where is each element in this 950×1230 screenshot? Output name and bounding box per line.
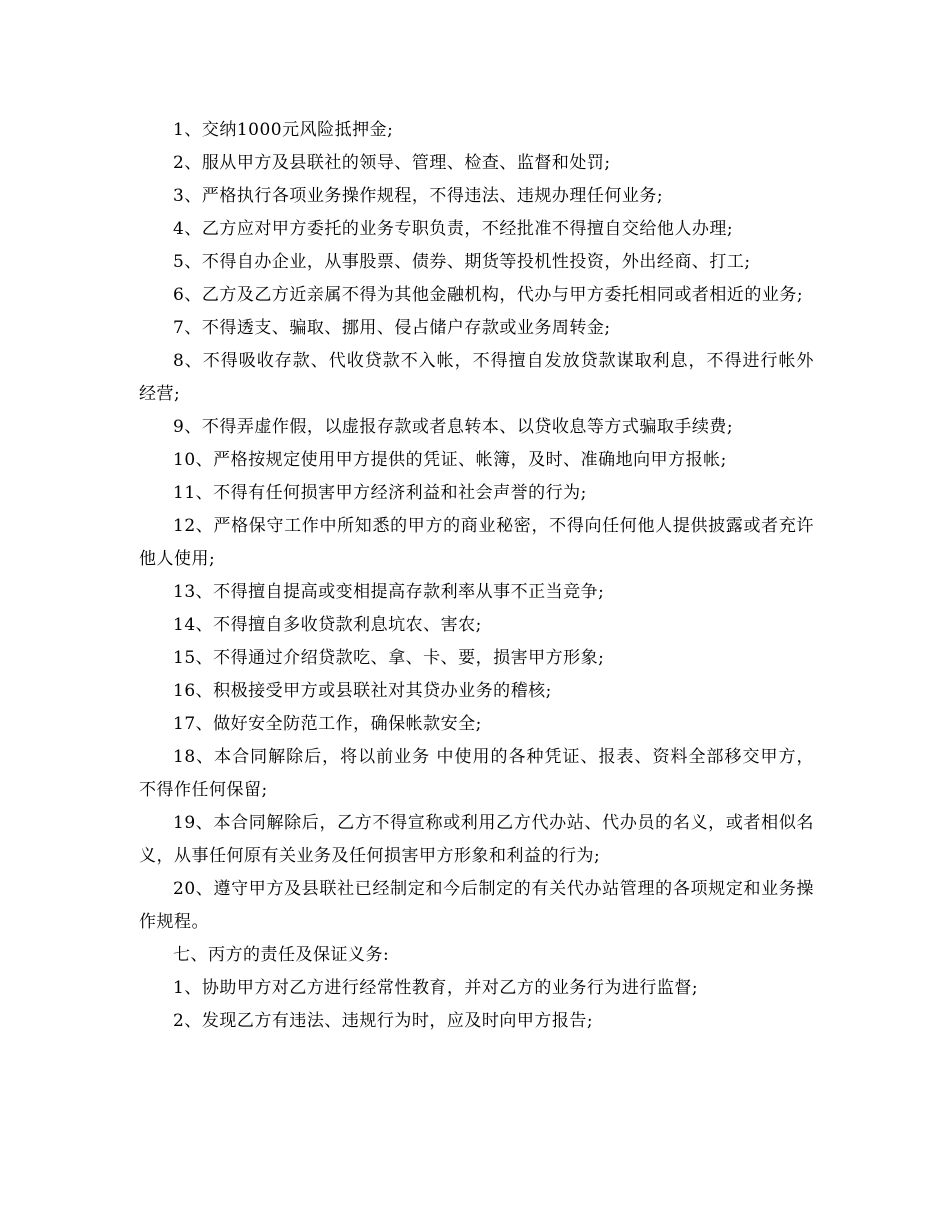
clause-19: 19、本合同解除后，乙方不得宣称或利用乙方代办站、代办员的名义，或者相似名义，从事任何原有关业务及任何损害甲方形象和利益的行为; [139,813,814,866]
clause-7: 7、不得透支、骗取、挪用、侵占储户存款或业务周转金; [173,318,611,338]
document-body [139,114,814,1038]
clause-17: 17、做好安全防范工作，确保帐款安全; [173,714,482,734]
clause-9: 9、不得弄虚作假，以虚报存款或者息转本、以贷收息等方式骗取手续费; [173,417,734,437]
clause-18: 18、本合同解除后，将以前业务 中使用的各种凭证、报表、资料全部移交甲方，不得作任何保留; [139,747,814,800]
clause-13: 13、不得擅自提高或变相提高存款利率从事不正当竞争; [173,582,605,602]
section-heading-7: 七、丙方的责任及保证义务: [173,945,390,965]
clause-16: 16、积极接受甲方或县联社对其贷办业务的稽核; [173,681,552,701]
clause-20: 20、遵守甲方及县联社已经制定和今后制定的有关代办站管理的各项规定和业务操作规程。 [139,879,814,932]
clause-11: 11、不得有任何损害甲方经济利益和社会声誉的行为; [173,483,587,503]
party-c-clause-1: 1、协助甲方对乙方进行经常性教育，并对乙方的业务行为进行监督; [173,978,699,998]
clause-10: 10、严格按规定使用甲方提供的凭证、帐簿，及时、准确地向甲方报帐; [173,450,727,470]
clause-2: 2、服从甲方及县联社的领导、管理、检查、监督和处罚; [173,153,611,173]
clause-1: 1、交纳1000元风险抵押金; [173,120,394,140]
clause-6: 6、乙方及乙方近亲属不得为其他金融机构，代办与甲方委托相同或者相近的业务; [173,285,804,305]
clause-14: 14、不得擅自多收贷款利息坑农、害农; [173,615,482,635]
clause-4: 4、乙方应对甲方委托的业务专职负责，不经批准不得擅自交给他人办理; [173,219,734,239]
clause-3: 3、严格执行各项业务操作规程，不得违法、违规办理任何业务; [173,186,664,206]
party-c-clause-2: 2、发现乙方有违法、违规行为时，应及时向甲方报告; [173,1011,594,1031]
clause-12: 12、严格保守工作中所知悉的甲方的商业秘密，不得向任何他人提供披露或者充许他人使用; [139,516,814,569]
clause-5: 5、不得自办企业，从事股票、债券、期货等投机性投资，外出经商、打工; [173,252,751,272]
clause-8: 8、不得吸收存款、代收贷款不入帐，不得擅自发放贷款谋取利息，不得进行帐外经营; [139,351,814,404]
clause-15: 15、不得通过介绍贷款吃、拿、卡、要，损害甲方形象; [173,648,605,668]
